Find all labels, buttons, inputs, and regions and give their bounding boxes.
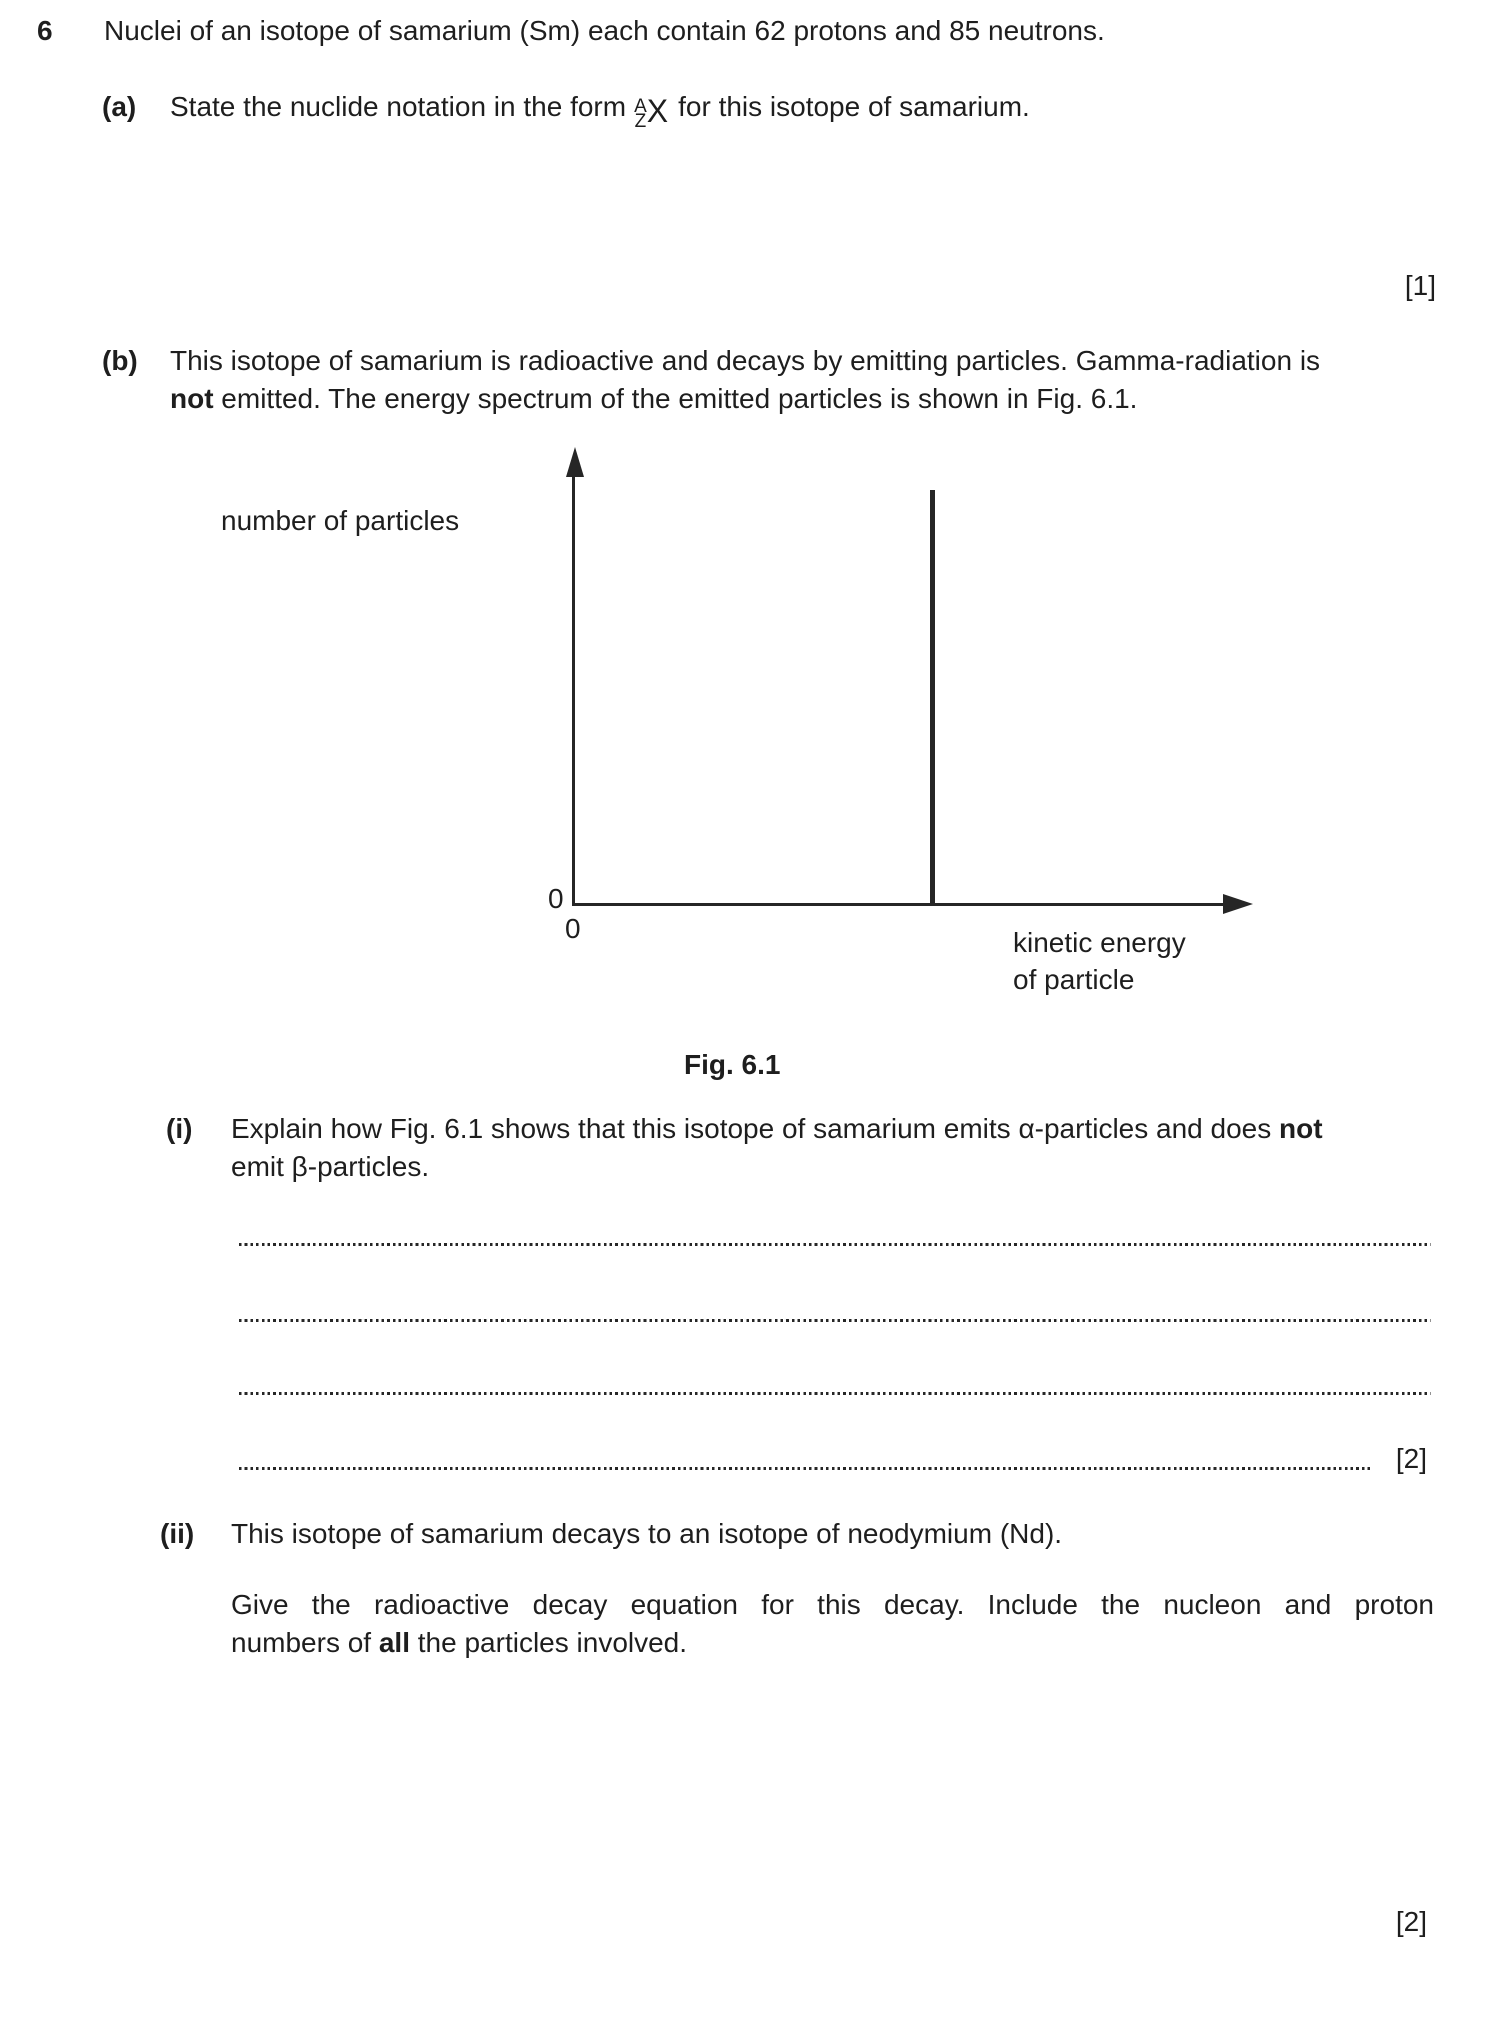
- part-a-label: (a): [102, 91, 137, 122]
- question-intro-text: Nuclei of an isotope of samarium (Sm) each contain 62 protons and 85 neutrons.: [104, 15, 1105, 46]
- part-b-line1: This isotope of samarium is radioactive and decays by emitting particles. Gamma-radiation is: [170, 345, 1321, 376]
- answer-line-2: [239, 1319, 1431, 1322]
- figure-y-axis: [572, 464, 575, 906]
- part-b-ii-para-line2-bold: all: [378, 1627, 410, 1658]
- part-a-text: [170, 88, 1030, 132]
- part-b-ii-line1: This isotope of samarium decays to an isotope of neodymium (Nd).: [231, 1518, 1063, 1549]
- figure-energy-spike: [930, 490, 935, 906]
- answer-line-3: [239, 1392, 1431, 1395]
- figure-x-axis-label-line2: of particle: [1013, 964, 1135, 995]
- answer-line-1: [239, 1243, 1431, 1246]
- figure-y-axis-label: number of particles: [221, 505, 460, 536]
- marks-part-b-ii: [2]: [1395, 1906, 1427, 1937]
- figure-origin-y-tick: 0: [548, 883, 564, 914]
- figure-x-axis-label-line1: kinetic energy: [1013, 927, 1186, 958]
- nuclide-proton-number: Z: [634, 111, 647, 132]
- question-number: 6: [37, 15, 53, 46]
- part-a-text-before: State the nuclide notation in the form: [170, 91, 627, 122]
- part-b-i-line1-bold: not: [1279, 1113, 1323, 1144]
- figure-x-axis-label: [1013, 924, 1186, 998]
- marks-part-a: [1]: [1404, 270, 1436, 301]
- answer-line-4: [239, 1467, 1370, 1470]
- nuclide-mass-number: A: [634, 96, 647, 117]
- part-b-ii-para-line2-post: the particles involved.: [410, 1627, 688, 1658]
- part-b-ii-label: (ii): [160, 1518, 195, 1549]
- part-b-ii-para-line2: [231, 1624, 687, 1662]
- marks-part-b-i: [2]: [1395, 1443, 1427, 1474]
- figure-x-axis: [572, 903, 1242, 906]
- part-b-i-line1-text: Explain how Fig. 6.1 shows that this isotope of samarium emits α-particles and does: [231, 1113, 1280, 1144]
- part-b-label: (b): [102, 345, 138, 376]
- nuclide-element-symbol: X: [646, 93, 669, 129]
- nuclide-stack: [634, 96, 647, 132]
- part-b-i-line2: emit β-particles.: [231, 1151, 430, 1182]
- figure-caption: Fig. 6.1: [684, 1049, 781, 1080]
- part-b-ii-para-line2-pre: numbers of: [231, 1627, 379, 1658]
- part-b-i-label: (i): [166, 1113, 193, 1144]
- part-b-i-line1: [231, 1110, 1323, 1148]
- nuclide-notation: [634, 88, 669, 132]
- part-b-line2: [170, 380, 1137, 418]
- part-b-line2-rest: emitted. The energy spectrum of the emitted particles is shown in Fig. 6.1.: [213, 383, 1138, 414]
- x-axis-arrowhead-icon: [1223, 894, 1253, 914]
- part-a-text-after: for this isotope of samarium.: [678, 91, 1030, 122]
- figure-origin-x-tick: 0: [565, 913, 581, 944]
- y-axis-arrowhead-icon: [566, 447, 584, 477]
- part-b-line2-bold: not: [170, 383, 214, 414]
- part-b-ii-para-line1: Give the radioactive decay equation for this decay. Include the nucleon and proton: [231, 1589, 1434, 1620]
